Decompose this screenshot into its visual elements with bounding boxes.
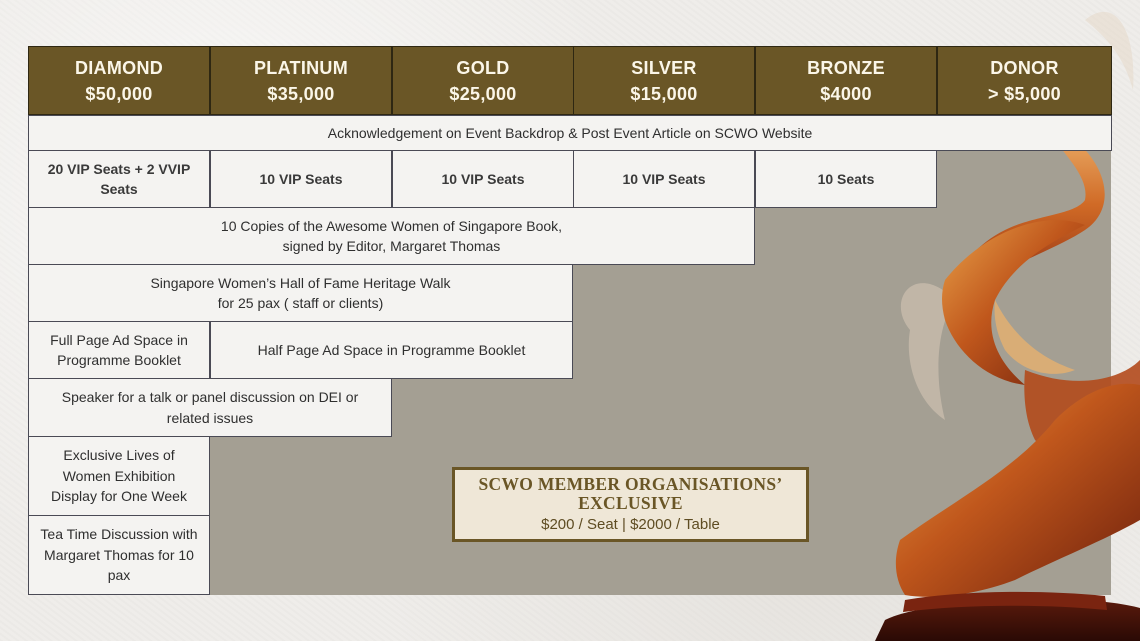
- tier-name: GOLD: [456, 57, 510, 78]
- benefit-book-copies: 10 Copies of the Awesome Women of Singapore Book, signed by Editor, Margaret Thomas: [28, 207, 755, 265]
- benefit-seats-bronze: 10 Seats: [755, 150, 937, 208]
- tier-amount: $35,000: [267, 83, 335, 104]
- tier-name: DONOR: [990, 57, 1059, 78]
- tier-amount: $25,000: [449, 83, 517, 104]
- tier-name: BRONZE: [807, 57, 885, 78]
- benefit-heritage-walk: Singapore Women’s Hall of Fame Heritage Walk for 25 pax ( staff or clients): [28, 264, 573, 322]
- tier-name: DIAMOND: [74, 57, 164, 78]
- tier-header-bronze: [755, 46, 937, 115]
- benefit-half-page-ad: Half Page Ad Space in Programme Booklet: [210, 321, 573, 379]
- tier-header-gold: [392, 46, 574, 115]
- tier-name: SILVER: [631, 57, 697, 78]
- benefit-full-page-ad: Full Page Ad Space in Programme Booklet: [28, 321, 210, 379]
- tier-name: PLATINUM: [253, 57, 349, 78]
- tier-amount: $50,000: [85, 83, 153, 104]
- tier-amount: $4000: [820, 83, 872, 104]
- exclusive-title: SCWO MEMBER ORGANISATIONS’ EXCLUSIVE: [478, 473, 783, 513]
- exclusive-price: $200 / Seat | $2000 / Table: [541, 515, 720, 533]
- tier-header-platinum: [210, 46, 392, 115]
- member-exclusive-box: [452, 467, 809, 542]
- benefit-acknowledgement: Acknowledgement on Event Backdrop & Post Event Article on SCWO Website: [28, 115, 1112, 151]
- tier-header-silver: [573, 46, 755, 115]
- benefit-seats-gold: 10 VIP Seats: [392, 150, 574, 208]
- benefit-seats-silver: 10 VIP Seats: [573, 150, 755, 208]
- benefit-seats-platinum: 10 VIP Seats: [210, 150, 392, 208]
- benefit-exhibition: Exclusive Lives of Women Exhibition Display for One Week: [28, 436, 210, 516]
- benefit-speaker: Speaker for a talk or panel discussion on DEI or related issues: [28, 378, 392, 437]
- tier-amount: $15,000: [630, 83, 698, 104]
- tier-header-donor: [937, 46, 1112, 115]
- benefit-tea-time: Tea Time Discussion with Margaret Thomas for 10 pax: [28, 515, 210, 595]
- tier-amount: > $5,000: [988, 83, 1061, 104]
- tier-header-diamond: [28, 46, 210, 115]
- benefit-seats-diamond: 20 VIP Seats + 2 VVIP Seats: [28, 150, 210, 208]
